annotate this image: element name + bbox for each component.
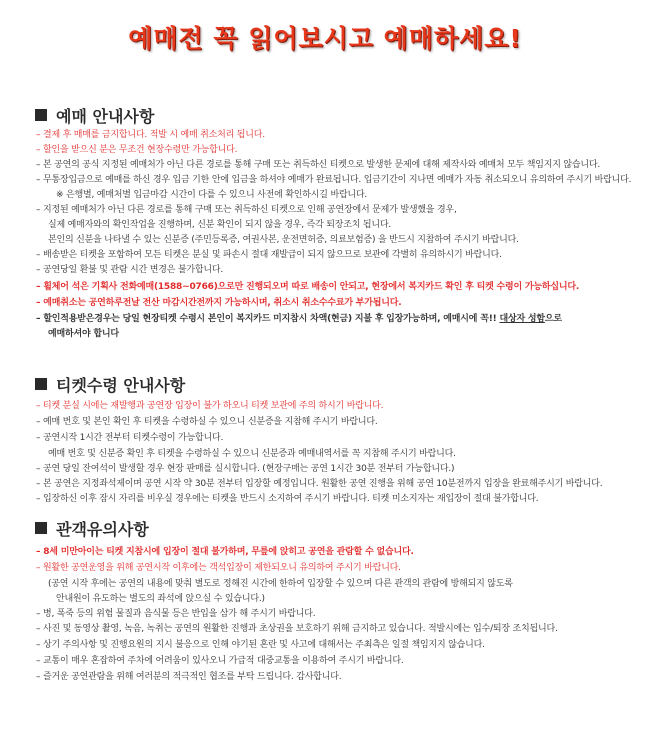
square-bullet-icon (35, 522, 47, 534)
notice-line: (공연 시작 후에는 공연의 내용에 맞춰 별도로 정해진 시간에 한하여 입장할 수 있으며 다른 관객의 관람에 방해되지 않도록 (48, 579, 513, 589)
notice-line: – 티켓 분실 시에는 재발행과 공연장 입장이 불가 하오니 티켓 보관에 주의 하시기 바랍니다. (36, 401, 384, 411)
notice-line (36, 312, 632, 327)
notice-line: 예매 번호 및 신분증 확인 후 티켓을 수령하실 수 있으니 신분증과 예매내역서를 꼭 지참해 주시기 바랍니다. (48, 449, 456, 459)
notice-line: – 상기 주의사항 및 진행요원의 지시 불응으로 인해 야기된 혼란 및 사고에 대해서는 주최측은 일절 책임지지 않습니다. (36, 640, 485, 650)
notice-line: 안내원이 유도하는 별도의 좌석에 앉으실 수 있습니다.) (56, 594, 265, 604)
notice-line: – 공연 당일 잔여석이 발생할 경우 현장 판매를 실시합니다. (현장구매는 공연 1시간 30분 전부터 가능합니다.) (36, 464, 455, 474)
notice-line: – 교통이 매우 혼잡하여 주차에 어려움이 있사오니 가급적 대중교통을 이용하여 주시기 바랍니다. (36, 656, 404, 666)
notice-line: – 즐거운 공연관람을 위해 여러분의 적극적인 협조를 부탁 드립니다. 감사합니다. (36, 672, 342, 682)
notice-line: 본인의 신분을 나타낼 수 있는 신분증 (주민등록증, 여권사본, 운전면허증, 의료보험증) 을 반드시 지참하여 주시기 바랍니다. (48, 235, 519, 245)
notice-line: – 입장하신 이후 잠시 자리를 비우실 경우에는 티켓을 반드시 소지하여 주시기 바랍니다. 티켓 미소지자는 재입장이 절대 불가합니다. (36, 494, 539, 504)
page-title: 예매전 꼭 읽어보시고 예매하세요! (128, 24, 522, 53)
section-heading-ticket (35, 372, 185, 396)
section-heading-booking (35, 103, 154, 127)
section-title: 예매 안내사항 (56, 106, 155, 126)
notice-line: – 공연시작 1시간 전부터 티켓수령이 가능합니다. (36, 433, 224, 443)
notice-line: – 원활한 공연운영을 위해 공연시작 이후에는 객석입장이 제한되오니 유의하여 주시기 바랍니다. (36, 563, 401, 573)
notice-text: 으로 (544, 314, 562, 324)
section-title: 관객유의사항 (56, 519, 149, 539)
notice-line: – 지정된 예매처가 아닌 다른 경로를 통해 구매 또는 취득하신 티켓으로 인해 공연장에서 문제가 발생했을 경우, (36, 205, 457, 215)
square-bullet-icon (35, 378, 47, 390)
notice-line: 실제 예매자와의 확인작업을 진행하며, 신분 확인이 되지 않을 경우, 즉각 퇴장조치 됩니다. (48, 220, 392, 230)
notice-line: – 무통장입금으로 예매를 하신 경우 입금 기한 안에 입금을 하셔야 예매가 완료됩니다. 입금기간이 지나면 예매가 자동 취소되오니 유의하여 주시기 바랍니다. (36, 175, 632, 185)
notice-line: – 예매 번호 및 본인 확인 후 티켓을 수령하실 수 있으니 신분증을 지참해 주시기 바랍니다. (36, 417, 378, 427)
square-bullet-icon (35, 109, 47, 121)
section-title: 티켓수령 안내사항 (56, 375, 186, 395)
notice-line: 예매하셔야 합니다 (48, 329, 119, 339)
section-heading-audience (35, 516, 149, 540)
notice-line: – 휠체어 석은 기획사 전화예매(1588~0766)으로만 진행되오며 따로 배송이 안되고, 현장에서 복지카드 확인 후 티켓 수령이 가능하십니다. (36, 282, 580, 292)
notice-line: – 8세 미만아이는 티켓 지참시에 입장이 절대 불가하며, 무릎에 앉히고 공연을 관람할 수 없습니다. (36, 547, 414, 557)
notice-line: – 사진 및 동영상 촬영, 녹음, 녹취는 공연의 원활한 진행과 초상권을 보호하기 위해 금지하고 있습니다. 적발시에는 입수/퇴장 조치됩니다. (36, 624, 558, 634)
notice-line: – 병, 폭죽 등의 위험 물질과 음식물 등은 반입을 삼가 해 주시기 바랍니다. (36, 609, 316, 619)
notice-line: – 할인을 받으신 분은 무조건 현장수령만 가능합니다. (36, 145, 238, 155)
notice-line: – 본 공연의 공식 지정된 예매처가 아닌 다른 경로를 통해 구매 또는 취득하신 티켓으로 발생한 문제에 대해 제작사와 예매처 모두 책임지지 않습니다. (36, 160, 600, 170)
notice-line: – 예매취소는 공연하루전날 전산 마감시간전까지 가능하시며, 취소시 취소수수료가 부가됩니다. (36, 298, 402, 308)
notice-line: – 배송받은 티켓을 포함하여 모든 티켓은 분실 및 파손시 절대 재발급이 되지 않으므로 보관에 각별히 유의하시기 바랍니다. (36, 250, 502, 260)
underlined-text: 대상자 성함 (499, 314, 545, 324)
notice-line: – 본 공연은 지정좌석제이며 공연 시작 약 30분 전부터 입장할 예정입니다. 원활한 공연 진행을 위해 공연 10분전까지 입장을 완료해주시기 바랍니다. (36, 479, 603, 489)
notice-line: – 공연당일 환불 및 관람 시간 변경은 불가합니다. (36, 265, 223, 275)
notice-text: – 할인적용받은경우는 당일 현장티켓 수령시 본인이 복지카드 미지참시 차액(현금) 지불 후 입장가능하며, 예매시에 꼭!! (36, 314, 497, 324)
notice-line: ※ 은행별, 예매처별 입금마감 시간이 다를 수 있으니 사전에 확인하시길 바랍니다. (56, 190, 368, 200)
notice-line: – 결제 후 매매를 금지합니다. 적발 시 예매 취소처리 됩니다. (36, 130, 265, 140)
